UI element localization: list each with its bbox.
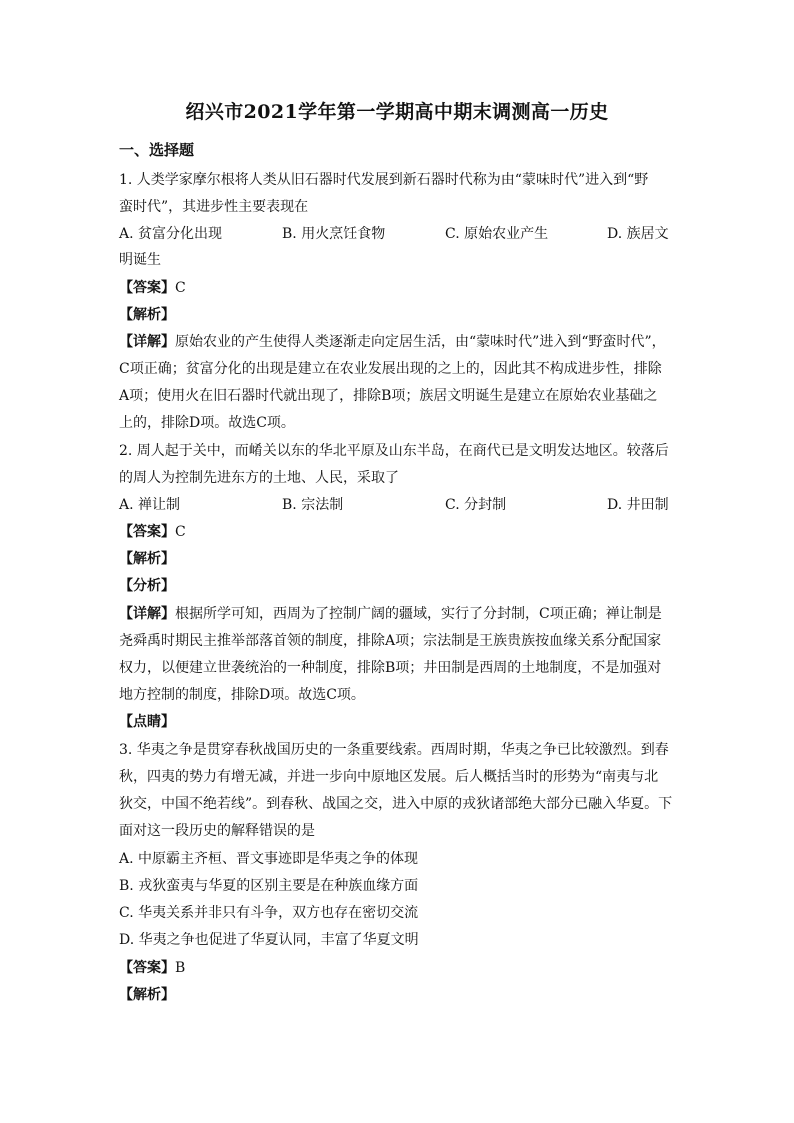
- q3-analysis-tag: 【解析】: [119, 987, 175, 1003]
- q2-dianjing-tag: 【点睛】: [119, 714, 175, 730]
- q2-option-d: D. 井田制: [607, 497, 669, 513]
- q1-detail-text-1: 原始农业的产生使得人类逐渐走向定居生活，由“蒙味时代”进入到“野蛮时代”，: [175, 334, 666, 350]
- q2-detail-line-2: 尧舜禹时期民主推举部落首领的制度，排除A项；宗法制是王族贵族按血缘关系分配国家: [119, 633, 662, 649]
- q3-stem-line-3: 狄交，中国不绝若线”。到春秋、战国之交，进入中原的戎狄诸部绝大部分已融入华夏。下: [119, 796, 673, 812]
- q1-answer-value: C: [175, 280, 186, 296]
- section-heading: 一、选择题: [119, 141, 195, 159]
- q2-fenxi-tag: 【分析】: [119, 578, 175, 594]
- q3-stem-line-4: 面对这一段历史的解释错误的是: [119, 823, 315, 839]
- q1-option-d: D. 族居文: [607, 226, 669, 242]
- q3-stem-line-1: 3. 华夷之争是贯穿春秋战国历史的一条重要线索。西周时期，华夷之争已比较激烈。到春: [119, 742, 669, 758]
- q2-answer-value: C: [175, 524, 186, 540]
- q2-option-c: C. 分封制: [445, 497, 507, 513]
- q1-detail-line-4: 上的，排除D项。故选C项。: [119, 415, 295, 431]
- q2-detail-line-4: 地方控制的制度，排除D项。故选C项。: [119, 687, 365, 703]
- q3-option-b: B. 戎狄蛮夷与华夏的区别主要是在种族血缘方面: [119, 878, 419, 894]
- q1-option-b: B. 用火烹饪食物: [282, 226, 386, 242]
- q2-detail-line-1: [119, 605, 679, 623]
- q2-detail-line-3: 权力，以便建立世袭统治的一种制度，排除B项；井田制是西周的土地制度，不是加强对: [119, 660, 662, 676]
- q3-stem-line-2: 秋，四夷的势力有增无减，并进一步向中原地区发展。后人概括当时的形势为“南夷与北: [119, 769, 659, 785]
- q2-analysis-tag: 【解析】: [119, 551, 175, 567]
- q1-stem-line-2: 蛮时代”，其进步性主要表现在: [119, 199, 309, 215]
- q1-answer-tag: 【答案】: [119, 280, 175, 296]
- q1-answer-row: [119, 279, 679, 297]
- document-title: 绍兴市2021学年第一学期高中期末调测高一历史: [185, 101, 609, 123]
- q1-detail-line-3: A项；使用火在旧石器时代就出现了，排除B项；族居文明诞生是建立在原始农业基础之: [119, 388, 658, 404]
- q1-detail-line-2: C项正确；贫富分化的出现是建立在农业发展出现的之上的，因此其不构成进步性，排除: [119, 361, 662, 377]
- q2-detail-text-1: 根据所学可知，西周为了控制广阔的疆域，实行了分封制，C项正确；禅让制是: [175, 606, 662, 622]
- q2-stem-line-1: 2. 周人起于关中，而崤关以东的华北平原及山东半岛，在商代已是文明发达地区。较落后: [119, 443, 669, 459]
- q1-option-a: A. 贫富分化出现: [119, 226, 223, 242]
- q3-option-d: D. 华夷之争也促进了华夏认同，丰富了华夏文明: [119, 932, 419, 948]
- q2-option-b: B. 宗法制: [282, 497, 344, 513]
- q2-answer-tag: 【答案】: [119, 524, 175, 540]
- q3-answer-row: [119, 959, 679, 977]
- q2-option-a: A. 禅让制: [119, 497, 181, 513]
- q1-stem-line-1: 1. 人类学家摩尔根将人类从旧石器时代发展到新石器时代称为由“蒙味时代”进入到“野: [119, 172, 649, 188]
- q1-analysis-tag: 【解析】: [119, 307, 175, 323]
- q2-answer-row: [119, 523, 679, 541]
- q3-option-a: A. 中原霸主齐桓、晋文事迹即是华夷之争的体现: [119, 851, 419, 867]
- q3-answer-value: B: [175, 960, 186, 976]
- q1-detail-line-1: [119, 333, 679, 351]
- q3-option-c: C. 华夷关系并非只有斗争，双方也存在密切交流: [119, 905, 419, 921]
- q1-option-c: C. 原始农业产生: [445, 226, 549, 242]
- q2-stem-line-2: 的周人为控制先进东方的土地、人民，采取了: [119, 470, 399, 486]
- q2-detail-tag: 【详解】: [119, 606, 175, 622]
- q1-option-d-continued: 明诞生: [119, 252, 161, 268]
- q3-answer-tag: 【答案】: [119, 960, 175, 976]
- q1-detail-tag: 【详解】: [119, 334, 175, 350]
